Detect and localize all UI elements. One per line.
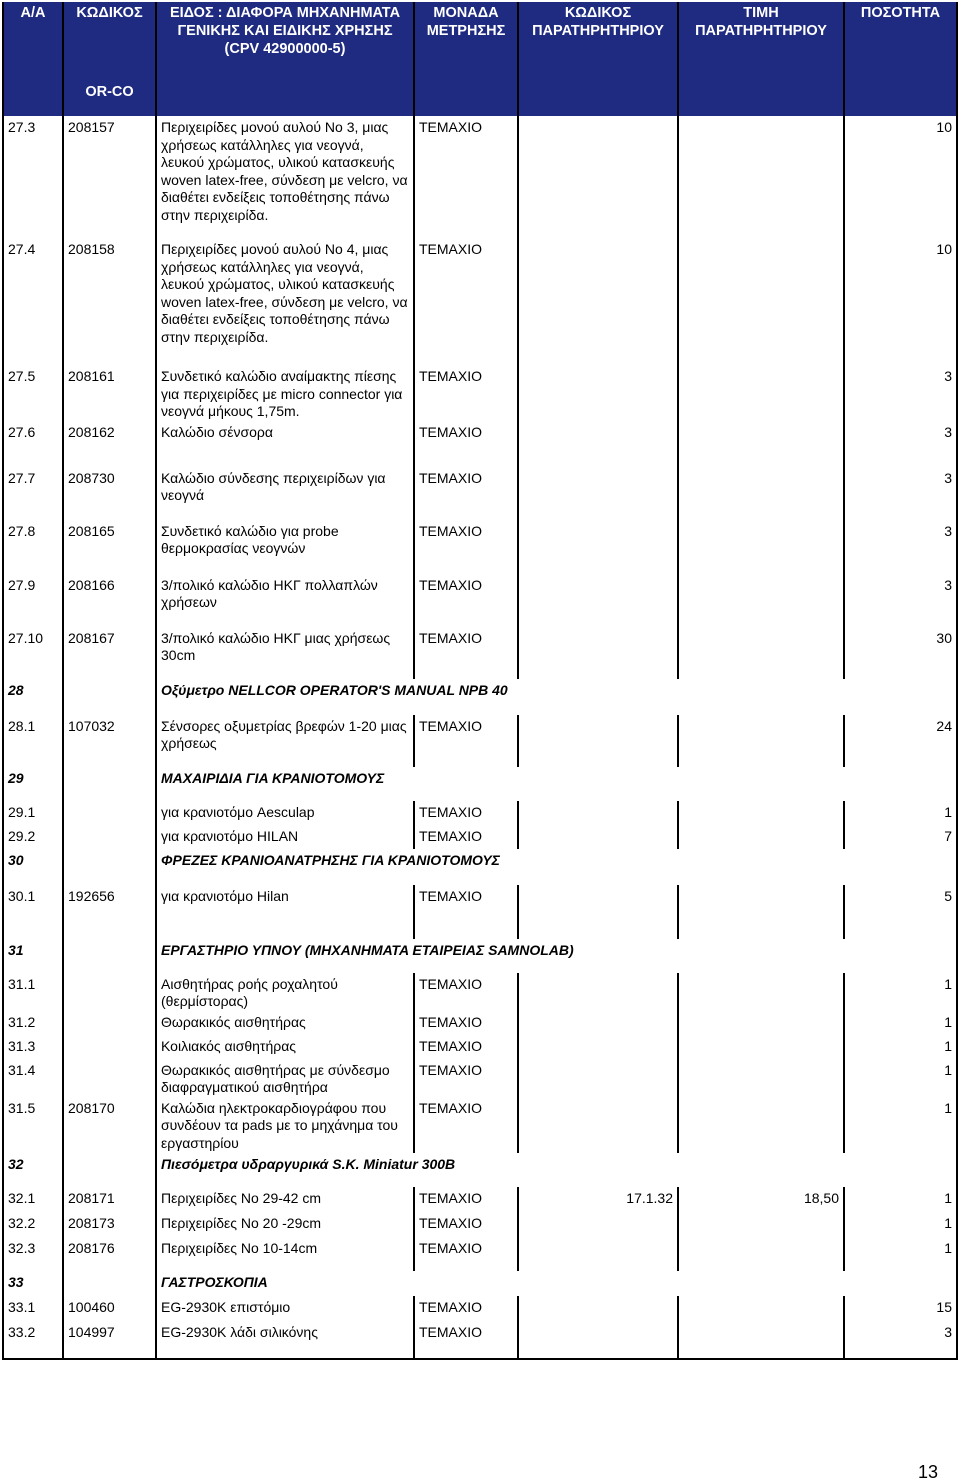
cell-code: 192656 [63, 885, 156, 939]
section-number: 28 [3, 679, 63, 715]
cell-aa: 27.8 [3, 520, 63, 574]
cell-observatory-code [518, 1097, 678, 1153]
cell-description: για κρανιοτόμο HILAN [156, 825, 414, 849]
cell-quantity: 3 [844, 574, 957, 627]
cell-code: 104997 [63, 1321, 156, 1359]
cell-quantity: 30 [844, 627, 957, 679]
section-number: 31 [3, 939, 63, 973]
cell-description: Αισθητήρας ροής ροχαλητού (θερμίστορας) [156, 973, 414, 1011]
section-number: 32 [3, 1153, 63, 1187]
cell-observatory-code: 17.1.32 [518, 1187, 678, 1212]
cell-aa: 27.9 [3, 574, 63, 627]
section-number: 29 [3, 767, 63, 801]
cell-observatory-code [518, 973, 678, 1011]
cell-code: 208171 [63, 1187, 156, 1212]
cell-description: Σένσορες οξυμετρίας βρεφών 1-20 μιας χρήσεως [156, 715, 414, 767]
table-row [3, 421, 957, 467]
cell-description: Συνδετικό καλώδιο αναίμακτης πίεσης για περιχειρίδες με micro connector για νεογνά μήκους 1,75m. [156, 365, 414, 421]
cell-aa: 33.1 [3, 1296, 63, 1321]
cell-quantity: 3 [844, 421, 957, 467]
cell-aa: 27.10 [3, 627, 63, 679]
cell-quantity: 1 [844, 1212, 957, 1237]
cell-observatory-price [678, 1035, 844, 1059]
cell-description: Θωρακικός αισθητήρας [156, 1011, 414, 1035]
cell-observatory-code [518, 1059, 678, 1097]
cell-unit: ΤΕΜΑΧΙΟ [414, 801, 518, 825]
section-title: ΜΑΧΑΙΡΙΔΙΑ ΓΙΑ ΚΡΑΝΙΟΤΟΜΟΥΣ [156, 767, 957, 801]
section-row [3, 939, 957, 973]
cell-unit: ΤΕΜΑΧΙΟ [414, 825, 518, 849]
cell-observatory-code [518, 801, 678, 825]
cell-observatory-price [678, 467, 844, 520]
header-kind: ΕΙΔΟΣ : ΔΙΑΦΟΡΑ ΜΗΧΑΝΗΜΑΤΑ ΓΕΝΙΚΗΣ ΚΑΙ ΕΙΔΙΚΗΣ ΧΡΗΣΗΣ (CPV 42900000-5) [156, 2, 414, 84]
cell-aa: 33.2 [3, 1321, 63, 1359]
section-title: ΕΡΓΑΣΤΗΡΙΟ ΥΠΝΟΥ (ΜΗΧΑΝΗΜΑΤΑ ΕΤΑΙΡΕΙΑΣ SAMNOLAB) [156, 939, 957, 973]
cell-aa: 27.6 [3, 421, 63, 467]
table-row [3, 520, 957, 574]
cell-quantity: 3 [844, 520, 957, 574]
cell-description: EG-2930K επιστόμιο [156, 1296, 414, 1321]
cell-quantity: 3 [844, 365, 957, 421]
cell-code: 208157 [63, 116, 156, 238]
cell-observatory-price [678, 885, 844, 939]
cell-description: Συνδετικό καλώδιο για probe θερμοκρασίας νεογνών [156, 520, 414, 574]
cell-description: Καλώδιο σύνδεσης περιχειρίδων για νεογνά [156, 467, 414, 520]
cell-observatory-price [678, 627, 844, 679]
cell-unit: ΤΕΜΑΧΙΟ [414, 116, 518, 238]
cell-description: για κρανιοτόμο Aesculap [156, 801, 414, 825]
section-title: ΓΑΣΤΡΟΣΚΟΠΙΑ [156, 1271, 957, 1296]
cell-code [63, 825, 156, 849]
table-row [3, 885, 957, 939]
cell-code [63, 1035, 156, 1059]
cell-code [63, 973, 156, 1011]
header-observatory-price: ΤΙΜΗ ΠΑΡΑΤΗΡΗΤΗΡΙΟΥ [678, 2, 844, 84]
table-row [3, 973, 957, 1011]
table-row [3, 825, 957, 849]
cell-description: Περιχειρίδες Νο 29-42 cm [156, 1187, 414, 1212]
cell-observatory-price [678, 116, 844, 238]
table-row [3, 238, 957, 365]
cell-unit: ΤΕΜΑΧΙΟ [414, 238, 518, 365]
cell-observatory-code [518, 1035, 678, 1059]
cell-aa: 31.5 [3, 1097, 63, 1153]
cell-code: 208165 [63, 520, 156, 574]
cell-observatory-code [518, 1237, 678, 1271]
cell-observatory-price [678, 421, 844, 467]
cell-aa: 30.1 [3, 885, 63, 939]
cell-description: Κοιλιακός αισθητήρας [156, 1035, 414, 1059]
cell-unit: ΤΕΜΑΧΙΟ [414, 1237, 518, 1271]
cell-unit: ΤΕΜΑΧΙΟ [414, 1059, 518, 1097]
table-row [3, 1097, 957, 1153]
table-row [3, 1011, 957, 1035]
cell-code [63, 1059, 156, 1097]
cell-observatory-code [518, 116, 678, 238]
cell-quantity: 10 [844, 238, 957, 365]
table-row [3, 116, 957, 238]
cell-aa: 27.3 [3, 116, 63, 238]
cell-unit: ΤΕΜΑΧΙΟ [414, 1212, 518, 1237]
cell-observatory-price [678, 365, 844, 421]
cell-aa: 29.1 [3, 801, 63, 825]
cell-description: 3/πολικό καλώδιο ΗΚΓ μιας χρήσεως 30cm [156, 627, 414, 679]
cell-observatory-code [518, 825, 678, 849]
cell-observatory-price [678, 1059, 844, 1097]
cell-observatory-code [518, 1321, 678, 1359]
cell-observatory-price [678, 520, 844, 574]
cell-unit: ΤΕΜΑΧΙΟ [414, 1187, 518, 1212]
cell-unit: ΤΕΜΑΧΙΟ [414, 715, 518, 767]
cell-code [63, 1011, 156, 1035]
cell-unit: ΤΕΜΑΧΙΟ [414, 1321, 518, 1359]
table-row [3, 1187, 957, 1212]
cell-unit: ΤΕΜΑΧΙΟ [414, 467, 518, 520]
cell-aa: 27.5 [3, 365, 63, 421]
table-row [3, 467, 957, 520]
cell-aa: 27.4 [3, 238, 63, 365]
cell-unit: ΤΕΜΑΧΙΟ [414, 421, 518, 467]
header-empty [3, 84, 63, 116]
table-row [3, 1059, 957, 1097]
cell-description: για κρανιοτόμο Hilan [156, 885, 414, 939]
cell-aa: 27.7 [3, 467, 63, 520]
cell-unit: ΤΕΜΑΧΙΟ [414, 1296, 518, 1321]
cell-aa: 32.1 [3, 1187, 63, 1212]
cell-code: 107032 [63, 715, 156, 767]
cell-code: 208170 [63, 1097, 156, 1153]
cell-quantity: 15 [844, 1296, 957, 1321]
header-quantity: ΠΟΣΟΤΗΤΑ [844, 2, 957, 84]
cell-observatory-code [518, 238, 678, 365]
section-title: Πιεσόμετρα υδραργυρικά S.K. Miniatur 300B [156, 1153, 957, 1187]
cell-observatory-price [678, 1212, 844, 1237]
table-row [3, 365, 957, 421]
cell-unit: ΤΕΜΑΧΙΟ [414, 365, 518, 421]
header-unit: ΜΟΝΑΔΑ ΜΕΤΡΗΣΗΣ [414, 2, 518, 84]
cell-aa: 31.2 [3, 1011, 63, 1035]
cell-description: Περιχειρίδες Νο 20 -29cm [156, 1212, 414, 1237]
cell-code: 100460 [63, 1296, 156, 1321]
table-row [3, 1296, 957, 1321]
cell-description: EG-2930K λάδι σιλικόνης [156, 1321, 414, 1359]
cell-description: Περιχειρίδες μονού αυλού Νο 3, μιας χρήσεως κατάλληλες για νεογνά, λευκού χρώματος, υλικού κατασκευής woven latex-free, σύνδεση με velcro, να διαθέτει ενδείξεις τοποθέτησης πάνω στην περιχειρίδα. [156, 116, 414, 238]
cell-description: Περιχειρίδες μονού αυλού Νο 4, μιας χρήσεως κατάλληλες για νεογνά, λευκού χρώματος, υλικού κατασκευής woven latex-free, σύνδεση με velcro, να διαθέτει ενδείξεις τοποθέτησης πάνω στην περιχειρίδα. [156, 238, 414, 365]
section-row [3, 1271, 957, 1296]
table-row [3, 1212, 957, 1237]
cell-unit: ΤΕΜΑΧΙΟ [414, 520, 518, 574]
cell-unit: ΤΕΜΑΧΙΟ [414, 973, 518, 1011]
cell-code: 208176 [63, 1237, 156, 1271]
cell-aa: 32.3 [3, 1237, 63, 1271]
cell-observatory-code [518, 1296, 678, 1321]
cell-aa: 31.4 [3, 1059, 63, 1097]
cell-unit: ΤΕΜΑΧΙΟ [414, 627, 518, 679]
table-row [3, 1237, 957, 1271]
cell-code: 208730 [63, 467, 156, 520]
cell-aa: 31.1 [3, 973, 63, 1011]
cell-quantity: 10 [844, 116, 957, 238]
cell-quantity: 3 [844, 1321, 957, 1359]
cell-observatory-price [678, 1237, 844, 1271]
cell-observatory-code [518, 421, 678, 467]
cell-observatory-price [678, 238, 844, 365]
cell-quantity: 1 [844, 1237, 957, 1271]
cell-observatory-price [678, 574, 844, 627]
cell-aa: 29.2 [3, 825, 63, 849]
cell-observatory-code [518, 520, 678, 574]
table-row [3, 801, 957, 825]
cell-code [63, 801, 156, 825]
cell-observatory-price: 18,50 [678, 1187, 844, 1212]
cell-code: 208166 [63, 574, 156, 627]
cell-observatory-price [678, 1011, 844, 1035]
section-row [3, 1153, 957, 1187]
cell-unit: ΤΕΜΑΧΙΟ [414, 574, 518, 627]
table-row [3, 627, 957, 679]
cell-quantity: 7 [844, 825, 957, 849]
page-number: 13 [917, 1462, 938, 1482]
cell-quantity: 1 [844, 1187, 957, 1212]
cell-observatory-code [518, 1212, 678, 1237]
cell-aa: 32.2 [3, 1212, 63, 1237]
section-row [3, 849, 957, 885]
section-number: 33 [3, 1271, 63, 1296]
cell-quantity: 24 [844, 715, 957, 767]
cell-code: 208162 [63, 421, 156, 467]
cell-observatory-price [678, 715, 844, 767]
cell-description: Περιχειρίδες Νο 10-14cm [156, 1237, 414, 1271]
items-table [2, 2, 958, 1360]
cell-observatory-price [678, 1321, 844, 1359]
cell-observatory-price [678, 1296, 844, 1321]
header-subcode: OR-CO [63, 84, 156, 116]
cell-quantity: 1 [844, 973, 957, 1011]
cell-code: 208158 [63, 238, 156, 365]
table-row [3, 1321, 957, 1359]
cell-quantity: 1 [844, 1035, 957, 1059]
cell-observatory-code [518, 365, 678, 421]
section-row [3, 679, 957, 715]
section-title: ΦΡΕΖΕΣ ΚΡΑΝΙΟΑΝΑΤΡΗΣΗΣ ΓΙΑ ΚΡΑΝΙΟΤΟΜΟΥΣ [156, 849, 957, 885]
table-row [3, 1035, 957, 1059]
cell-quantity: 5 [844, 885, 957, 939]
cell-quantity: 1 [844, 1059, 957, 1097]
table-row [3, 574, 957, 627]
cell-unit: ΤΕΜΑΧΙΟ [414, 1035, 518, 1059]
cell-unit: ΤΕΜΑΧΙΟ [414, 885, 518, 939]
cell-observatory-price [678, 801, 844, 825]
cell-observatory-code [518, 467, 678, 520]
cell-observatory-price [678, 1097, 844, 1153]
cell-description: Καλώδιο σένσορα [156, 421, 414, 467]
cell-unit: ΤΕΜΑΧΙΟ [414, 1011, 518, 1035]
section-row [3, 767, 957, 801]
cell-quantity: 1 [844, 1011, 957, 1035]
cell-description: Θωρακικός αισθητήρας με σύνδεσμο διαφραγματικού αισθητήρα [156, 1059, 414, 1097]
header-observatory-code: ΚΩΔΙΚΟΣ ΠΑΡΑΤΗΡΗΤΗΡΙΟΥ [518, 2, 678, 84]
cell-aa: 31.3 [3, 1035, 63, 1059]
cell-observatory-code [518, 885, 678, 939]
cell-code: 208167 [63, 627, 156, 679]
cell-quantity: 1 [844, 801, 957, 825]
cell-quantity: 1 [844, 1097, 957, 1153]
cell-description: 3/πολικό καλώδιο ΗΚΓ πολλαπλών χρήσεων [156, 574, 414, 627]
cell-code: 208173 [63, 1212, 156, 1237]
cell-observatory-price [678, 973, 844, 1011]
cell-observatory-code [518, 1011, 678, 1035]
cell-unit: ΤΕΜΑΧΙΟ [414, 1097, 518, 1153]
cell-aa: 28.1 [3, 715, 63, 767]
section-title: Οξύμετρο NELLCOR OPERATOR'S MANUAL NPB 40 [156, 679, 957, 715]
header-aa: Α/Α [3, 2, 63, 84]
cell-observatory-code [518, 627, 678, 679]
cell-code: 208161 [63, 365, 156, 421]
table-row [3, 715, 957, 767]
cell-observatory-code [518, 715, 678, 767]
header-code: ΚΩΔΙΚΟΣ [63, 2, 156, 84]
cell-observatory-price [678, 825, 844, 849]
cell-quantity: 3 [844, 467, 957, 520]
cell-description: Καλώδια ηλεκτροκαρδιογράφου που συνδέουν τα pads με το μηχάνημα του εργαστηρίου [156, 1097, 414, 1153]
cell-observatory-code [518, 574, 678, 627]
section-number: 30 [3, 849, 63, 885]
